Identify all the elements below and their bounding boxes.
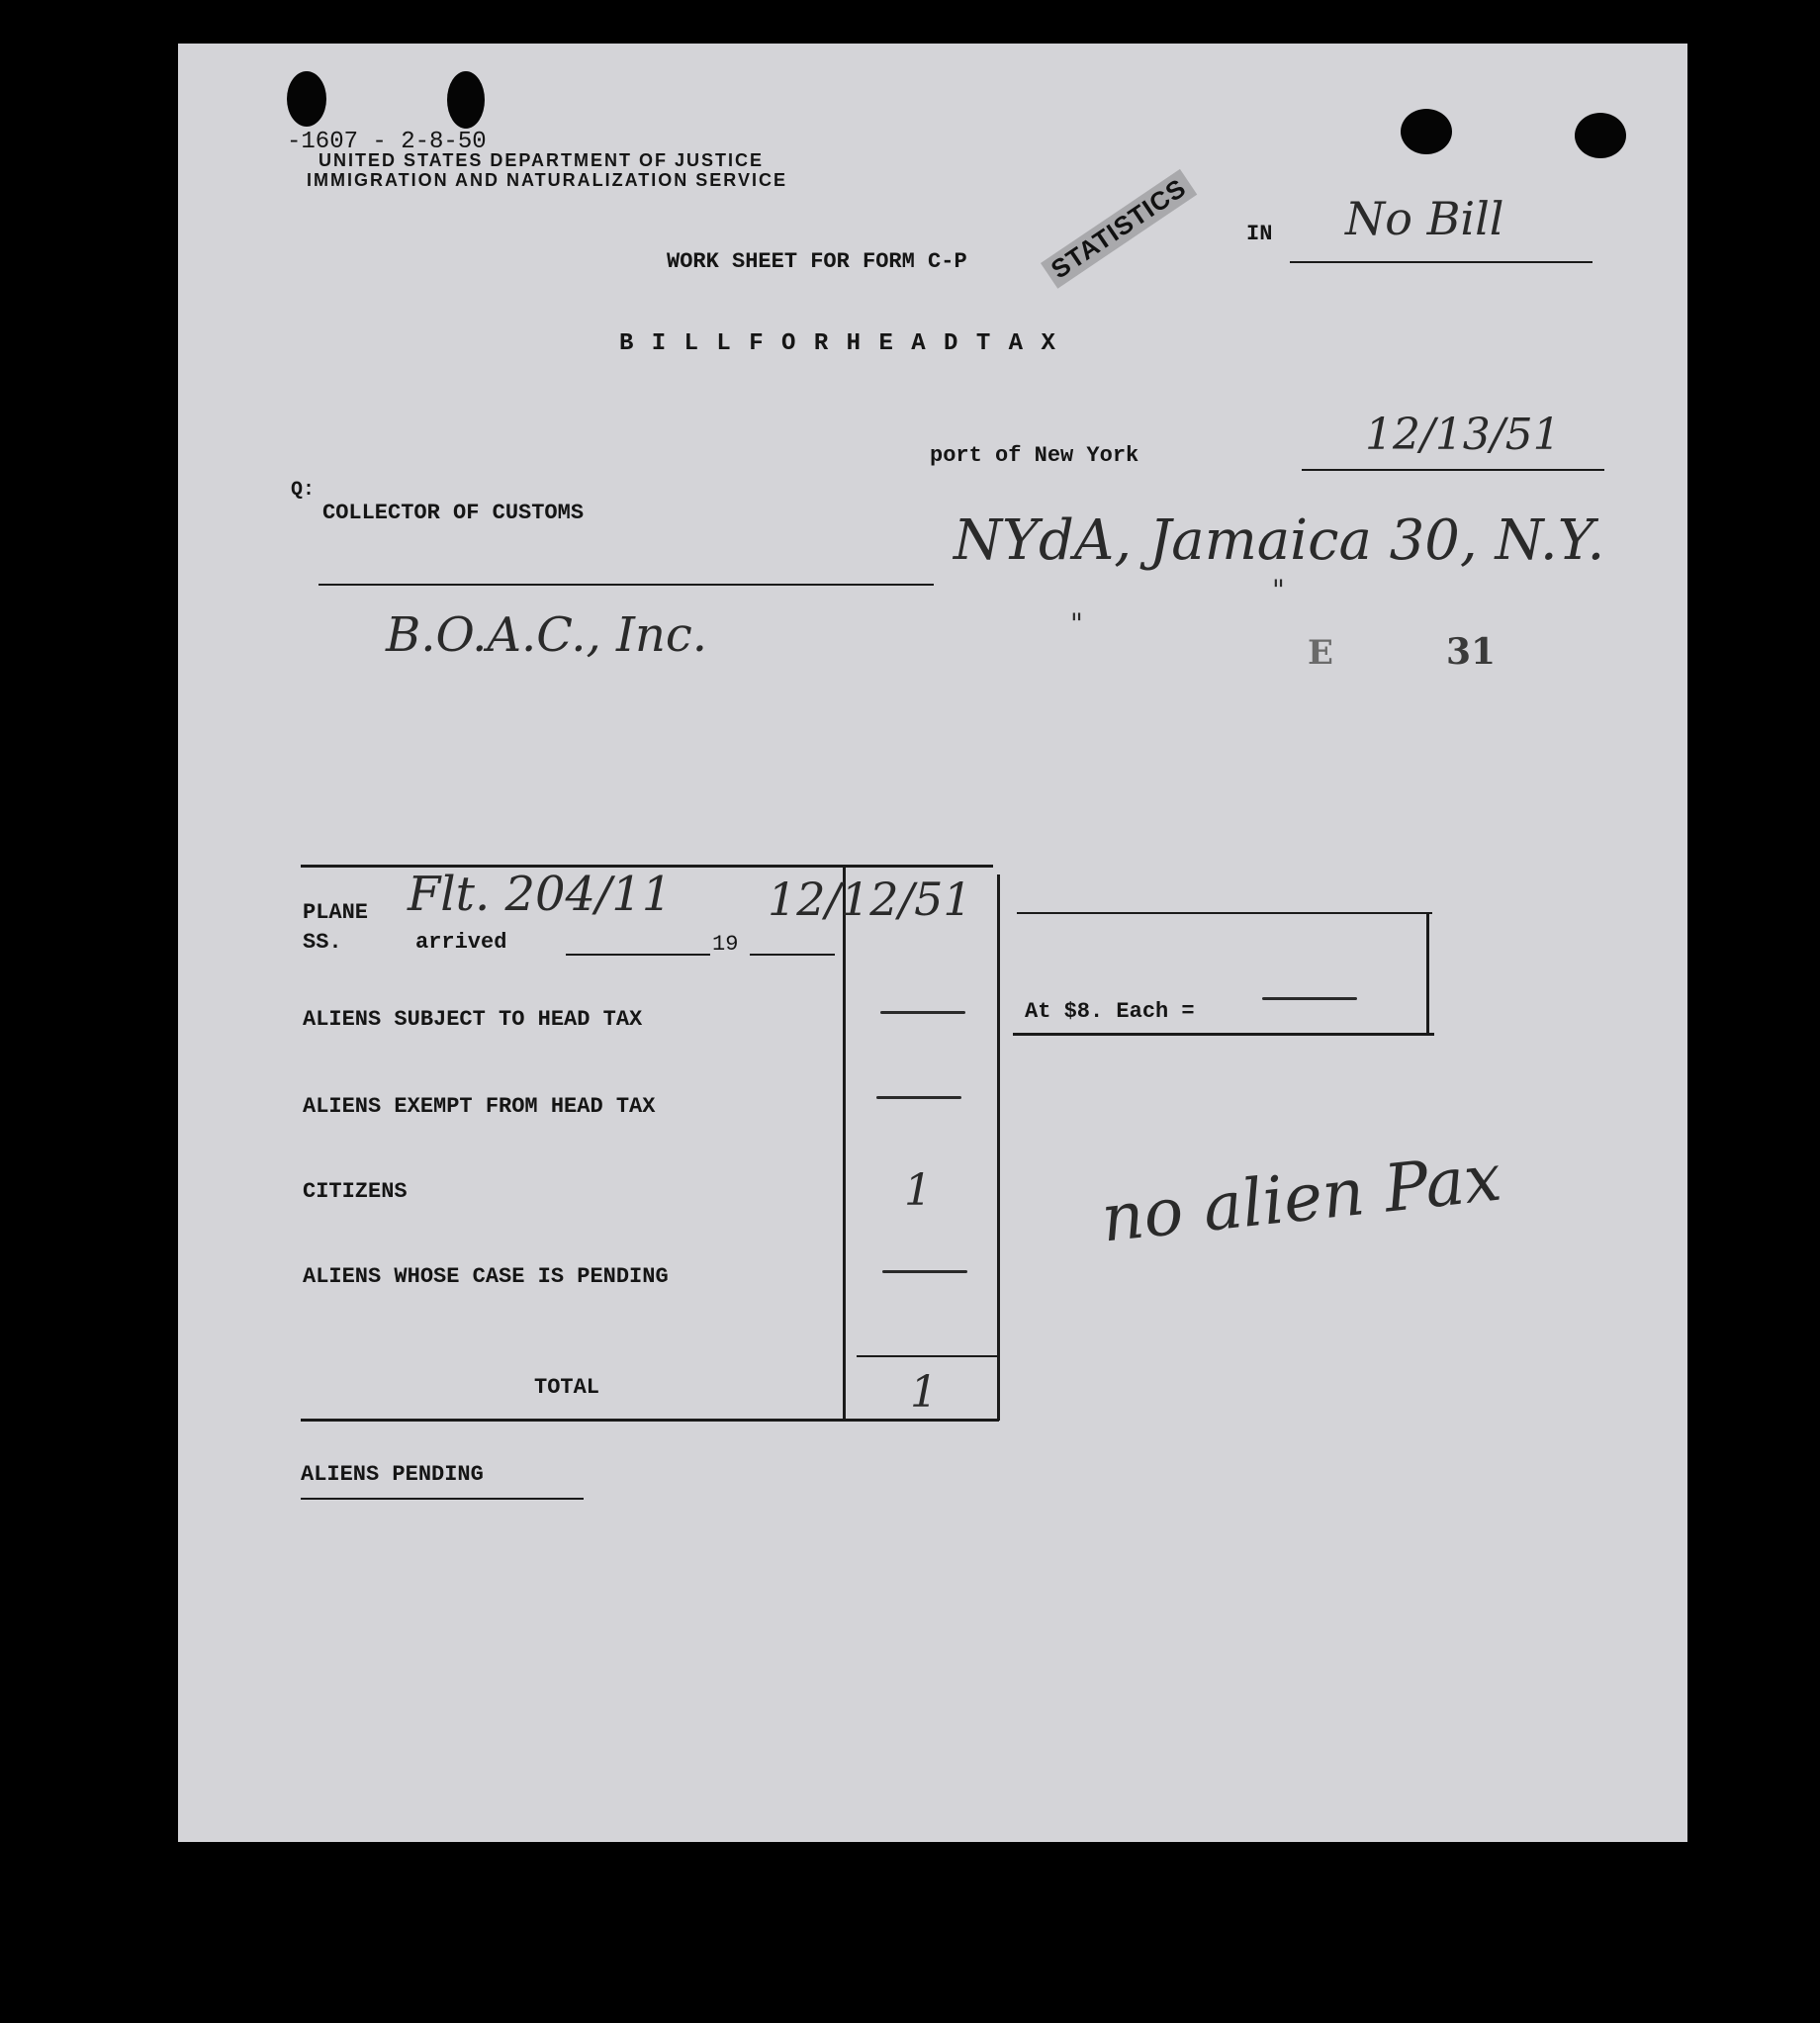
- aliens-pending-underline: [301, 1498, 584, 1500]
- tax-box-right: [1426, 912, 1429, 1035]
- punch-hole-top-right-2: [1575, 113, 1626, 158]
- worksheet-title: WORK SHEET FOR FORM C-P: [667, 249, 967, 274]
- in-label: IN: [1246, 222, 1273, 246]
- row-aliens-pending-value: [882, 1270, 967, 1273]
- row-aliens-exempt-label: ALIENS EXEMPT FROM HEAD TAX: [303, 1094, 656, 1119]
- table-total-rule: [857, 1355, 999, 1357]
- row-citizens-label: CITIZENS: [303, 1179, 408, 1204]
- arrived-date: 12/12/51: [768, 873, 972, 926]
- tax-rate-label: At $8. Each =: [1025, 999, 1195, 1024]
- tax-amount-value: [1262, 997, 1357, 1000]
- statistics-stamp: STATISTICS: [1041, 169, 1197, 289]
- collector-underline: [318, 584, 934, 586]
- bill-title: B I L L F O R H E A D T A X: [619, 330, 1057, 357]
- row-aliens-exempt-value: [876, 1096, 961, 1099]
- port-label: port of New York: [930, 443, 1139, 468]
- row-aliens-pending-label: ALIENS WHOSE CASE IS PENDING: [303, 1264, 669, 1289]
- date-underline: [1302, 469, 1604, 471]
- bill-number: 31: [1446, 631, 1497, 673]
- handwritten-note: no alien Pax: [1098, 1139, 1505, 1257]
- arrived-label: arrived: [415, 930, 507, 955]
- form-number: -1607 - 2-8-50: [287, 129, 487, 155]
- bill-number-prefix: E: [1308, 633, 1333, 673]
- table-count-left-rule: [843, 865, 846, 1421]
- in-value: No Bill: [1345, 192, 1504, 245]
- ditto-mark-1: ": [1272, 574, 1285, 606]
- year-underline: [750, 954, 835, 956]
- arrived-date-underline: [566, 954, 710, 956]
- carrier-name: B.O.A.C., Inc.: [386, 607, 708, 663]
- service-name: IMMIGRATION AND NATURALIZATION SERVICE: [307, 170, 787, 190]
- department-name: UNITED STATES DEPARTMENT OF JUSTICE: [318, 150, 765, 170]
- document-page: [178, 44, 1687, 1842]
- punch-hole-top-left-2: [447, 71, 485, 129]
- ditto-mark-2: ": [1070, 607, 1083, 640]
- total-label: TOTAL: [534, 1375, 600, 1400]
- aliens-pending-label: ALIENS PENDING: [301, 1462, 484, 1487]
- in-underline: [1290, 261, 1592, 263]
- total-value: 1: [910, 1367, 938, 1418]
- flight-number: Flt. 204/11: [408, 867, 673, 922]
- tax-box-bottom: [1013, 1033, 1434, 1036]
- row-citizens-value: 1: [904, 1165, 932, 1216]
- row-aliens-subject-label: ALIENS SUBJECT TO HEAD TAX: [303, 1007, 643, 1032]
- punch-hole-top-left: [287, 71, 326, 127]
- addressee-prefix: Q:: [291, 479, 316, 502]
- collector-label: COLLECTOR OF CUSTOMS: [322, 501, 585, 525]
- plane-label: PLANE: [303, 900, 369, 925]
- punch-hole-top-right: [1401, 109, 1452, 154]
- port-date: 12/13/51: [1365, 410, 1561, 460]
- year-prefix: 19: [712, 932, 739, 957]
- tax-box-top: [1017, 912, 1432, 914]
- ss-label: SS.: [303, 930, 342, 955]
- row-aliens-subject-value: [880, 1011, 965, 1014]
- table-count-right-rule: [997, 874, 1000, 1421]
- table-bottom-rule: [301, 1419, 999, 1422]
- collector-location: NYdA, Jamaica 30, N.Y.: [954, 508, 1605, 573]
